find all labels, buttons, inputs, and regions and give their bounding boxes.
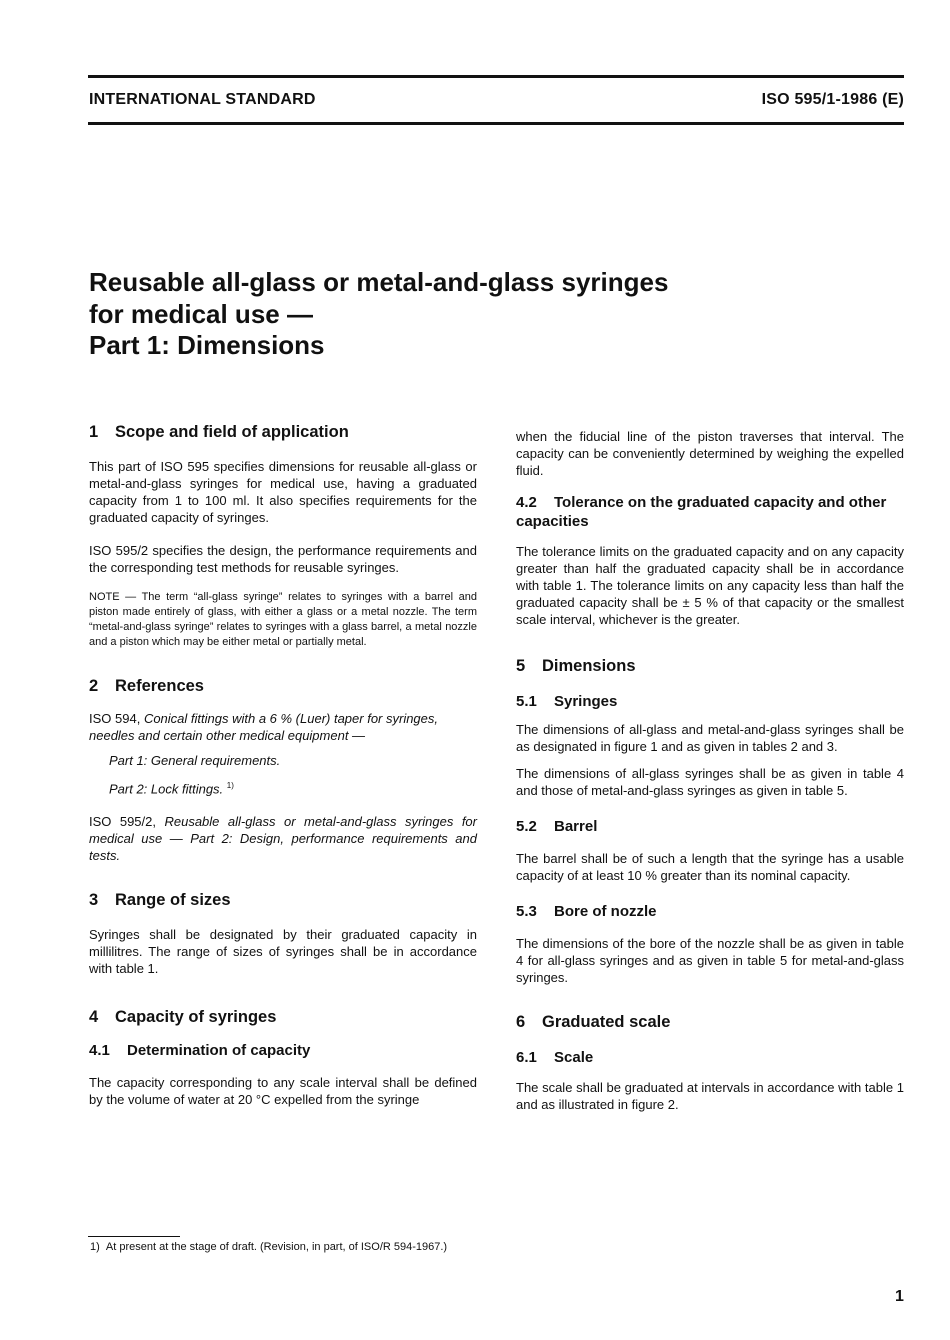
section-1-heading: [89, 422, 477, 442]
section-number: 5: [516, 657, 526, 675]
section-4-1-paragraph-1-continued: when the fiducial line of the piston traverses that interval. The capacity can be conveniently determined by weighing the expelled fluid.: [516, 429, 904, 478]
reference-part-2: [89, 777, 477, 797]
section-title: Range of sizes: [115, 891, 231, 910]
footnote-text: At present at the stage of draft. (Revision, in part, of ISO/R 594-1967.): [105, 1241, 448, 1253]
section-1-paragraph-2: ISO 595/2 specifies the design, the performance requirements and the corresponding test methods for reusable syringes.: [89, 543, 477, 575]
section-5-heading: [516, 656, 904, 676]
section-5-1-paragraph-1: The dimensions of all-glass and metal-and-glass syringes shall be as designated in figure 1 and as given in tables 2 and 3.: [516, 722, 904, 754]
section-title: Graduated scale: [542, 1013, 671, 1031]
section-6-heading: [516, 1012, 904, 1032]
footnote-rule: [88, 1236, 180, 1237]
page-number: 1: [895, 1288, 904, 1305]
subsection-number: 4.2: [516, 494, 537, 511]
header-standard-label: INTERNATIONAL STANDARD: [89, 91, 316, 108]
section-5-1-paragraph-2: The dimensions of all-glass syringes shall be as given in table 4 and those of metal-and-glass syringes as given in table 5.: [516, 766, 904, 798]
section-title: Dimensions: [542, 657, 636, 675]
header-bottom-rule: [88, 122, 904, 125]
subsection-title: Determination of capacity: [127, 1042, 311, 1060]
reference-code: ISO 594,: [89, 711, 141, 726]
section-title: Capacity of syringes: [115, 1008, 277, 1027]
title-line-3: Part 1: Dimensions: [89, 330, 325, 360]
footnote-marker: 1): [226, 781, 234, 790]
section-number: 1: [89, 423, 99, 441]
section-1-note: NOTE — The term “all-glass syringe” relates to syringes with a barrel and piston made entirely of glass, with either a glass or a metal nozzle. The term “metal-and-glass syringe” relates to syringes with a glass barrel, a metal nozzle and a piston which may be either metal or partially metal.: [89, 591, 477, 648]
subsection-number: 4.1: [89, 1042, 110, 1060]
section-1-paragraph-1: This part of ISO 595 specifies dimensions for reusable all-glass or metal-and-glass syringes for medical use, having a graduated capacity from 1 to 100 ml. It also specifies requirements for the graduated capacity of syringes.: [89, 459, 477, 525]
section-4-1-heading: [89, 1041, 477, 1060]
section-5-2-paragraph-1: The barrel shall be of such a length that the syringe has a usable capacity of at least 10 % greater than its nominal capacity.: [516, 851, 904, 883]
reference-iso-595-2: [89, 813, 477, 864]
left-column: [89, 422, 477, 1108]
title-line-1: Reusable all-glass or metal-and-glass syringes: [89, 267, 669, 297]
section-3-heading: [89, 890, 477, 910]
section-6-1-paragraph-1: The scale shall be graduated at intervals in accordance with table 1 and as illustrated in figure 2.: [516, 1080, 904, 1112]
subsection-title: Bore of nozzle: [554, 903, 657, 920]
subsection-number: 5.1: [516, 693, 537, 710]
subsection-number: 6.1: [516, 1049, 537, 1066]
section-5-2-heading: [516, 817, 904, 836]
reference-title: Conical fittings with a 6 % (Luer) taper for syringes, needles and certain other medical equipment —: [89, 711, 439, 743]
document-title: [89, 267, 668, 362]
title-line-2: for medical use —: [89, 298, 313, 329]
reference-title: Reusable all-glass or metal-and-glass syringes for medical use — Part 2: Design, performance requirements and tests.: [89, 814, 477, 864]
section-number: 6: [516, 1013, 526, 1031]
subsection-title: Scale: [554, 1049, 594, 1066]
subsection-number: 5.2: [516, 818, 537, 835]
reference-part-1: Part 1: General requirements.: [109, 753, 281, 768]
subsection-title: Tolerance on the graduated capacity and other capacities: [516, 494, 887, 530]
section-4-heading: [89, 1007, 477, 1027]
section-title: References: [115, 677, 204, 695]
right-column: [516, 428, 904, 1113]
section-2-heading: [89, 676, 477, 696]
section-5-3-heading: [516, 902, 904, 921]
subsection-title: Barrel: [554, 818, 598, 835]
section-5-1-heading: [516, 692, 904, 711]
section-4-2-paragraph-1: The tolerance limits on the graduated capacity and on any capacity greater than half the graduated capacity shall be in accordance with table 1. The tolerance limits on any capacity less than half the graduated capacity shall be ± 5 % of that capacity or the smallest scale interval, whichever is the greater.: [516, 544, 904, 627]
header-top-rule: [88, 75, 904, 78]
header-standard-number: ISO 595/1-1986 (E): [761, 91, 904, 108]
section-4-1-paragraph-1: The capacity corresponding to any scale interval shall be defined by the volume of water at 20 °C expelled from the syringe: [89, 1075, 477, 1108]
reference-code: ISO 595/2,: [89, 814, 156, 830]
footnote: [90, 1241, 447, 1253]
section-title: Scope and field of application: [115, 423, 349, 441]
section-6-1-heading: [516, 1048, 904, 1067]
section-5-3-paragraph-1: The dimensions of the bore of the nozzle shall be as given in table 4 for all-glass syringes and as given in table 5 for metal-and-glass syringes.: [516, 936, 904, 985]
footnote-marker: 1): [90, 1241, 100, 1253]
section-3-paragraph-1: Syringes shall be designated by their graduated capacity in millilitres. The range of sizes of syringes shall be in accordance with table 1.: [89, 927, 477, 977]
reference-iso-594: [89, 710, 477, 744]
subsection-title: Syringes: [554, 693, 618, 710]
section-number: 2: [89, 677, 99, 695]
section-number: 3: [89, 891, 99, 910]
section-4-2-heading: [516, 493, 904, 531]
subsection-number: 5.3: [516, 903, 537, 920]
reference-part-2-title: Part 2: Lock fittings.: [109, 781, 224, 797]
section-number: 4: [89, 1008, 99, 1027]
